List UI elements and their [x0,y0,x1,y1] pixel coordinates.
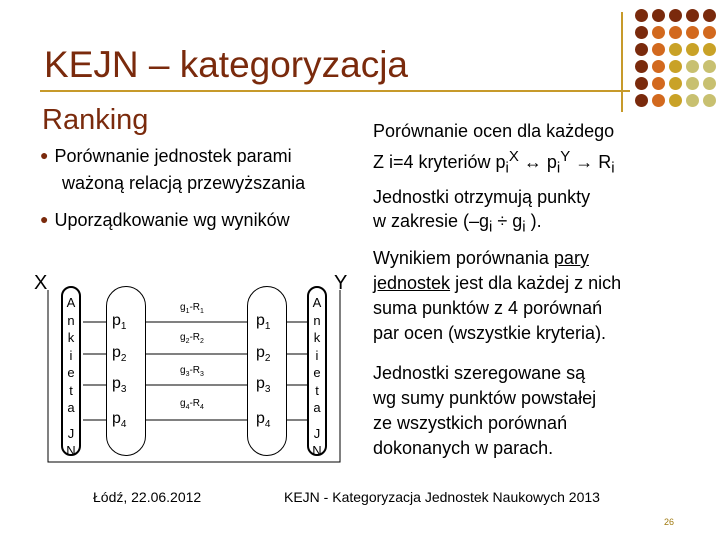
range-end: ). [525,211,542,231]
sup-y: Y [560,148,571,165]
p-label-right: $p_1$ [256,312,271,333]
label-x: X [34,272,48,294]
letter: A [66,295,76,310]
bullet-text-1-cont: ważoną relacją przewyższania [62,173,306,193]
letter: N [312,443,322,458]
para3-line-4: dokonanych w parach. [373,438,554,458]
right-line-3: Jednostki otrzymują punkty [373,187,591,207]
letter: a [313,400,321,415]
g-r-label: $g_3-R_3$ [180,365,204,378]
para3-line-1: Jednostki szeregowane są [373,363,586,383]
right-line-1: Porównanie ocen dla każdego [373,121,615,141]
letter: i [69,347,73,363]
sub-i: i [556,159,561,177]
letter: n [313,312,321,328]
range-mid: ÷ g [492,211,523,231]
criteria-text: Z i=4 kryteriów p [373,152,506,172]
sup-x: X [508,148,519,165]
para3-line-3: ze wszystkich porównań [373,413,568,433]
letter: e [67,365,75,380]
sub-i: i [522,218,526,236]
g-r-label: $g_4-R_4$ [180,398,204,411]
p-label-left: $p_3$ [112,375,127,396]
unit-box-left [61,286,81,456]
p-label-left: $p_4$ [112,410,127,431]
para2-text: Wynikiem porównania [373,248,554,268]
letter: e [313,365,321,380]
unit-box-right [307,286,327,456]
arrow-right: → R [570,152,612,172]
footer-date: Łódź, 22.06.2012 [93,489,202,505]
letter: A [312,295,322,310]
p-label-right: $p_3$ [256,375,271,396]
para2-text: jest dla każdej z nich [450,273,622,293]
bullet-icon: ● [40,211,49,227]
jednostek-link[interactable]: jednostek [373,273,451,293]
para2-line-4: par ocen (wszystkie kryteria). [373,323,607,343]
bullet-icon: ● [40,147,49,163]
p-label-right: $p_2$ [256,344,271,365]
p-label-left: $p_2$ [112,344,127,365]
g-r-label: $g_2-R_2$ [180,332,204,345]
sub-i: i [505,159,509,177]
letter: J [313,425,321,441]
bullet-text-2: Uporządkowanie wg wyników [54,210,290,230]
letter: t [69,382,73,398]
letter: k [67,330,75,345]
para3-line-2: wg sumy punktów powstałej [373,388,597,408]
letter: i [315,347,319,363]
letter: k [313,330,321,345]
spacer [309,417,325,425]
letter: t [315,382,319,398]
p-label-right: $p_4$ [256,410,271,431]
p-label-left: $p_1$ [112,312,127,333]
letter: N [66,443,76,458]
para2-line-3: suma punktów z 4 porównań [373,298,603,318]
g-r-label: $g_1-R_1$ [180,302,204,315]
range-text: w zakresie (–g [373,211,490,231]
letter: J [67,425,75,441]
section-heading: Ranking [42,104,149,136]
letter: n [67,312,75,328]
bullet-text-1: Porównanie jednostek parami [54,146,292,166]
sub-i: i [611,159,615,177]
slide-title: KEJN – kategoryzacja [44,44,409,85]
pary-link[interactable]: pary [553,248,589,268]
sub-i: i [489,218,493,236]
spacer [63,417,79,425]
label-y: Y [334,272,348,294]
page-number: 26 [664,517,675,527]
arrow-both: ↔ p [518,152,557,172]
footer-title: KEJN - Kategoryzacja Jednostek Naukowych 2013 [284,489,600,505]
letter: a [67,400,75,415]
